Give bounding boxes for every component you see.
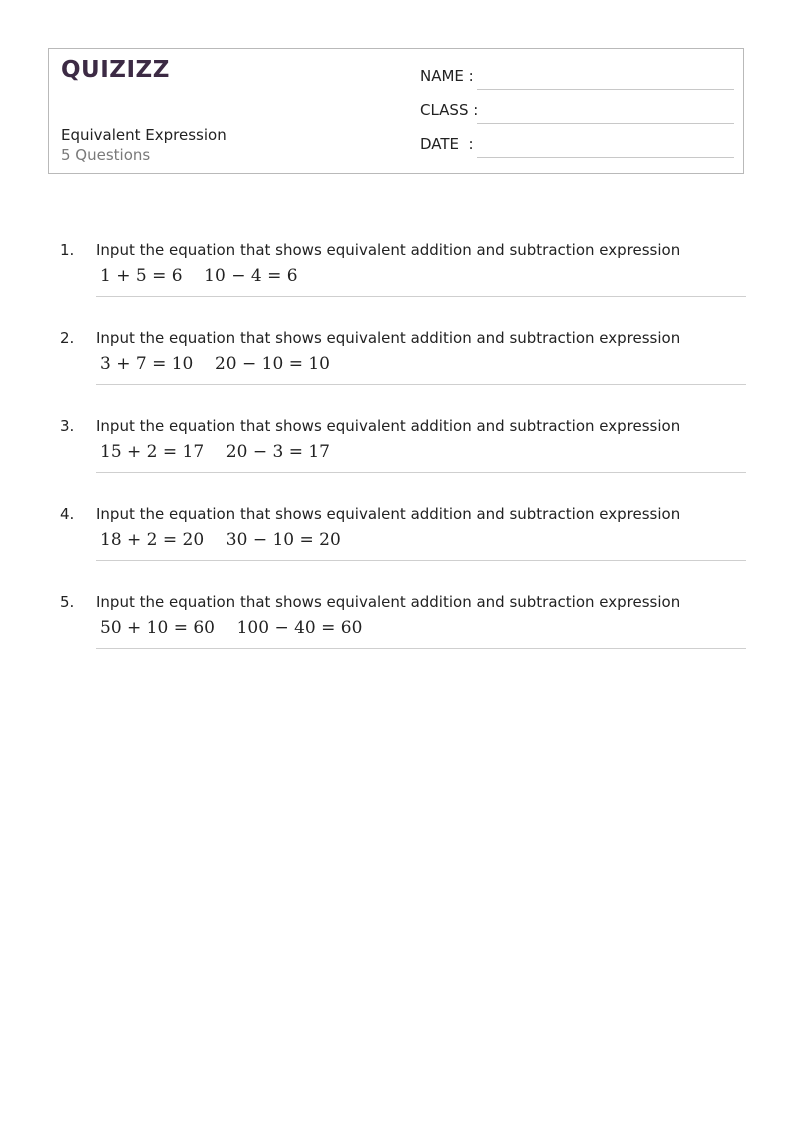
answer-line[interactable] bbox=[96, 560, 746, 561]
date-label: DATE : bbox=[420, 135, 474, 153]
name-line[interactable] bbox=[477, 89, 734, 90]
answer-line[interactable] bbox=[96, 472, 746, 473]
question-count: 5 Questions bbox=[61, 146, 151, 164]
question-text: Input the equation that shows equivalent addition and subtraction expression bbox=[96, 593, 681, 611]
name-label: NAME : bbox=[420, 67, 474, 85]
question-math: 3 + 7 = 10 20 − 10 = 10 bbox=[100, 354, 330, 374]
date-line[interactable] bbox=[477, 157, 734, 158]
question-number: 4. bbox=[60, 505, 75, 523]
question-number: 1. bbox=[60, 241, 75, 259]
class-line[interactable] bbox=[477, 123, 734, 124]
question-text: Input the equation that shows equivalent addition and subtraction expression bbox=[96, 241, 681, 259]
question-math: 1 + 5 = 6 10 − 4 = 6 bbox=[100, 266, 298, 286]
question-text: Input the equation that shows equivalent addition and subtraction expression bbox=[96, 505, 681, 523]
worksheet-title: Equivalent Expression bbox=[61, 126, 227, 144]
quizizz-logo: QUIZIZZ bbox=[61, 57, 170, 83]
answer-line[interactable] bbox=[96, 296, 746, 297]
question-text: Input the equation that shows equivalent addition and subtraction expression bbox=[96, 417, 681, 435]
answer-line[interactable] bbox=[96, 648, 746, 649]
class-label: CLASS : bbox=[420, 101, 479, 119]
answer-line[interactable] bbox=[96, 384, 746, 385]
question-math: 50 + 10 = 60 100 − 40 = 60 bbox=[100, 618, 363, 638]
question-number: 5. bbox=[60, 593, 75, 611]
question-number: 3. bbox=[60, 417, 75, 435]
question-text: Input the equation that shows equivalent addition and subtraction expression bbox=[96, 329, 681, 347]
question-math: 15 + 2 = 17 20 − 3 = 17 bbox=[100, 442, 330, 462]
name-field[interactable] bbox=[420, 67, 734, 91]
worksheet-header bbox=[48, 48, 744, 174]
date-field[interactable] bbox=[420, 135, 734, 159]
class-field[interactable] bbox=[420, 101, 734, 125]
question-number: 2. bbox=[60, 329, 75, 347]
question-math: 18 + 2 = 20 30 − 10 = 20 bbox=[100, 530, 341, 550]
